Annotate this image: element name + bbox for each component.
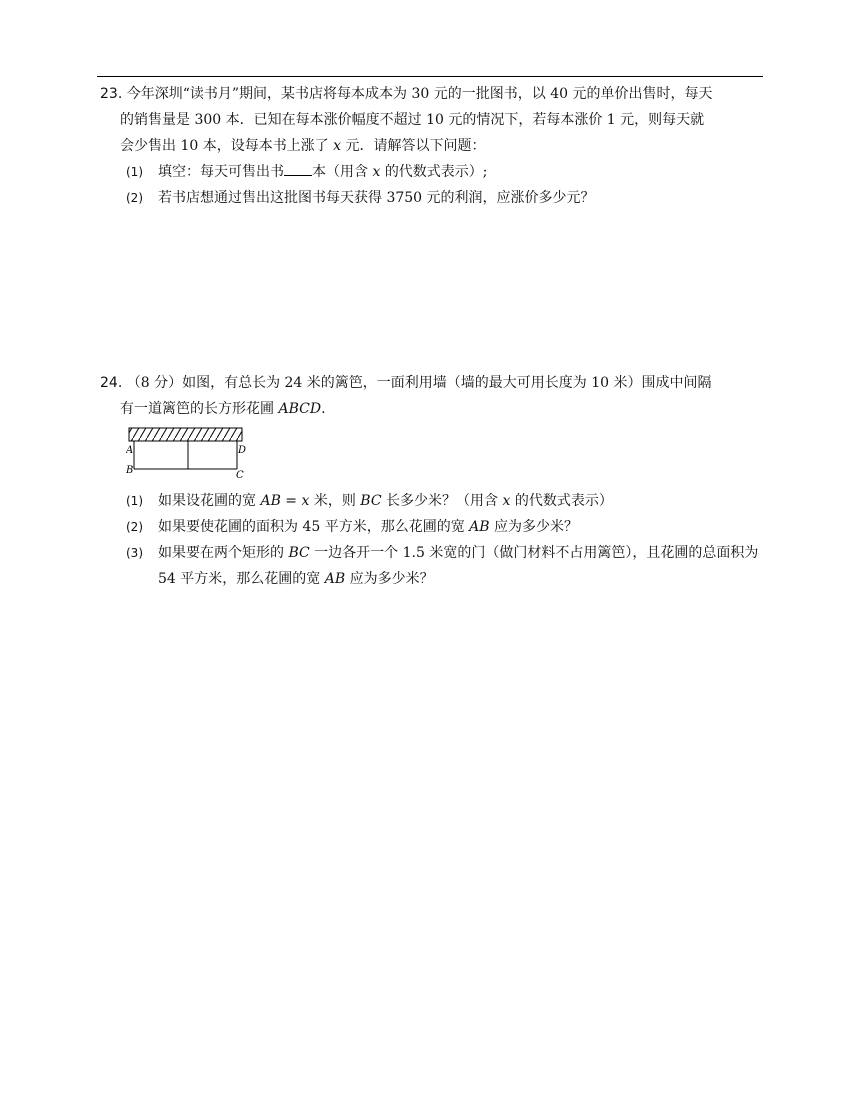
q24-item-3-a: 如果要在两个矩形的 bbox=[158, 545, 284, 561]
q23-var-x: x bbox=[333, 138, 342, 154]
q24-item-1-label: (1) bbox=[126, 494, 143, 508]
q24-item-1-math1: AB = x bbox=[260, 493, 310, 509]
q24-text-2b: . bbox=[321, 401, 326, 417]
q24-item-1-text bbox=[158, 488, 764, 514]
q24-item-3-math2: AB bbox=[324, 571, 346, 587]
q24-var-abcd: ABCD bbox=[278, 401, 322, 417]
label-c: C bbox=[236, 470, 244, 478]
q23-text-3b: 元．请解答以下问题： bbox=[345, 138, 486, 154]
q24-item-1-c: 长多少米？（用含 bbox=[386, 493, 499, 509]
q23-line1 bbox=[100, 81, 764, 107]
q24-item-1-a: 如果设花圃的宽 bbox=[158, 493, 256, 509]
q24-item-3-label: (3) bbox=[126, 546, 143, 560]
q24-text-2a: 有一道篱笆的长方形花圃 bbox=[120, 401, 274, 417]
question-23 bbox=[100, 81, 764, 211]
q23-text-1: 今年深圳“读书月”期间，某书店将每本成本为 30 元的一批图书，以 40 元的单价出售时，每天 bbox=[126, 86, 713, 102]
q24-item-3-d: 应为多少米？ bbox=[349, 571, 434, 587]
q24-item-2 bbox=[100, 514, 764, 540]
q24-item-3-c: 面积为 54 平方米，那么花圃的宽 bbox=[158, 545, 759, 587]
wall-hatching bbox=[129, 428, 242, 441]
q24-item-2-math1: AB bbox=[469, 519, 490, 535]
q24-line2 bbox=[100, 396, 764, 422]
q24-item-2-a: 如果要使花圃的面积为 45 平方米，那么花圃的宽 bbox=[158, 519, 465, 535]
q23-item-2 bbox=[100, 185, 764, 211]
top-rule bbox=[97, 76, 763, 77]
answer-blank[interactable] bbox=[284, 161, 312, 176]
q24-item-1 bbox=[100, 488, 764, 514]
q23-item-1-part-a: 填空：每天可售出书 bbox=[158, 164, 284, 180]
q23-item-1-text bbox=[158, 159, 764, 185]
q23-number: 23. bbox=[100, 86, 123, 102]
q24-item-3-math1: BC bbox=[288, 545, 310, 561]
q24-text-1: （8 分）如图，有总长为 24 米的篱笆，一面利用墙（墙的最大可用长度为 10 米）围成中间隔 bbox=[126, 375, 712, 391]
label-a: A bbox=[126, 445, 134, 456]
question-24 bbox=[100, 370, 764, 592]
q23-item-2-text: 若书店想通过售出这批图书每天获得 3750 元的利润，应涨价多少元？ bbox=[158, 190, 595, 206]
q24-item-2-text bbox=[158, 514, 764, 540]
q23-item-1-var: x bbox=[372, 164, 381, 180]
label-b: B bbox=[126, 465, 134, 476]
q24-item-1-b: 米，则 bbox=[313, 493, 356, 509]
q24-item-2-b: 应为多少米？ bbox=[494, 519, 579, 535]
q24-item-2-label: (2) bbox=[126, 520, 143, 534]
q23-line3 bbox=[100, 133, 764, 159]
q23-item-1 bbox=[100, 159, 764, 185]
q24-item-3-text bbox=[158, 540, 764, 592]
q23-item-2-label: (2) bbox=[126, 191, 143, 205]
q24-item-1-math3: x bbox=[502, 493, 511, 509]
q23-text-3a: 会少售出 10 本，设每本书上涨了 bbox=[120, 138, 329, 154]
q24-item-3 bbox=[100, 540, 764, 592]
q24-item-3-b: 一边各开一个 1.5 米宽的门（做门材料不占用篱笆），且花圃的总 bbox=[314, 545, 717, 561]
garden-diagram bbox=[126, 426, 256, 478]
q23-item-1-part-b: 本（用含 bbox=[312, 164, 368, 180]
q24-item-1-math2: BC bbox=[360, 493, 382, 509]
q23-text-2: 的销售量是 300 本．已知在每本涨价幅度不超过 10 元的情况下，若每本涨价 1 元，则每天就 bbox=[120, 112, 705, 128]
label-d: D bbox=[238, 445, 247, 456]
garden-figure bbox=[126, 426, 256, 478]
q24-number: 24. bbox=[100, 375, 123, 391]
q23-item-1-part-c: 的代数式表示）; bbox=[384, 164, 488, 180]
q24-line1 bbox=[100, 370, 764, 396]
q23-item-1-label: (1) bbox=[126, 165, 143, 179]
q24-item-1-d: 的代数式表示） bbox=[514, 493, 613, 509]
